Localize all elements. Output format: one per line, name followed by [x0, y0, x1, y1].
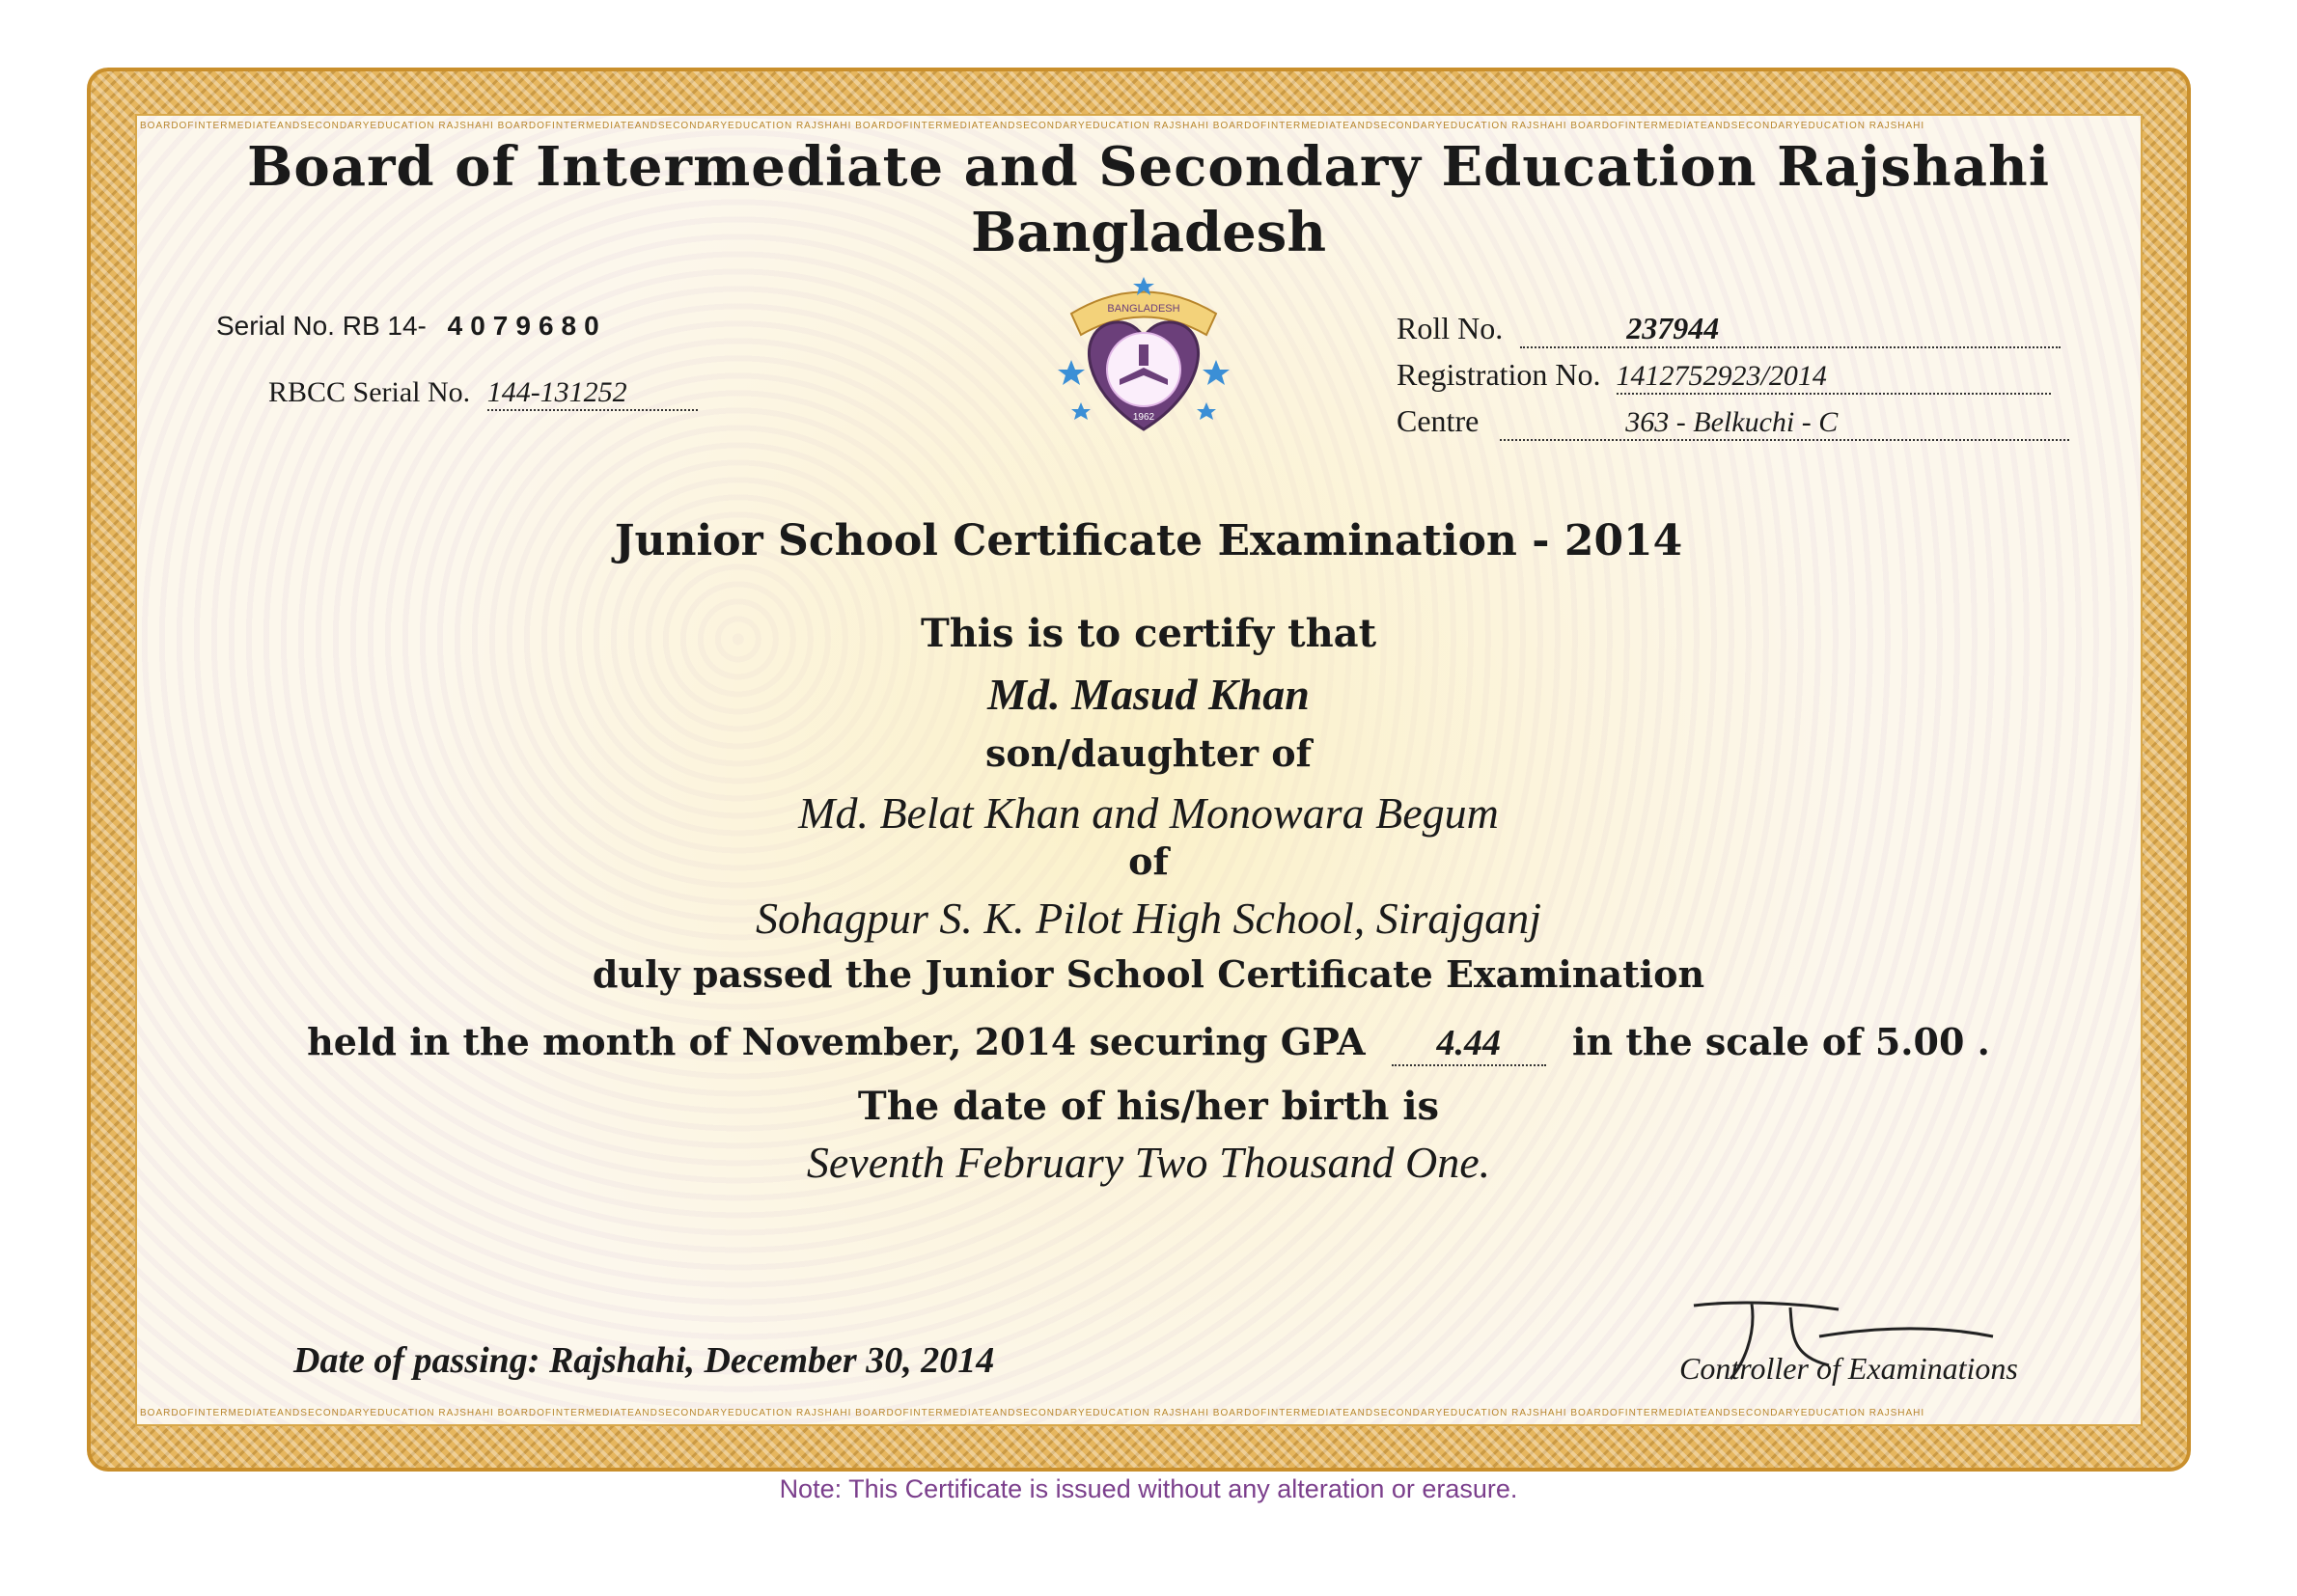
centre-label: Centre — [1397, 403, 1480, 438]
gpa-line — [0, 1020, 2297, 1066]
student-name: Md. Masud Khan — [987, 670, 1310, 719]
certificate-note: Note: This Certificate is issued without any alteration or erasure. — [779, 1474, 1518, 1503]
controller-title: Controller of Examinations — [1679, 1351, 2018, 1386]
microtext-top: BOARDOFINTERMEDIATEANDSECONDARYEDUCATION RAJSHAHI BOARDOFINTERMEDIATEANDSECONDARYEDUCATION RAJSHAHI BOARDOFINTERMEDIATEANDSECONDARYEDUCATION RAJSHAHI BOARDOFINTERMEDIATEANDSECONDARYEDUCATION RAJSHAHI BOARDOFINTERMEDIATEANDSECONDARYEDUCATION RAJSHAHI — [140, 121, 1925, 131]
serial-label: Serial No. RB 14- — [216, 311, 427, 341]
exam-title: Junior School Certificate Examination - 2014 — [614, 516, 1683, 565]
registration-value: 1412752923/2014 — [1617, 360, 2051, 395]
birth-line: The date of his/her birth is — [857, 1084, 1440, 1129]
microtext-bottom: BOARDOFINTERMEDIATEANDSECONDARYEDUCATION RAJSHAHI BOARDOFINTERMEDIATEANDSECONDARYEDUCATION RAJSHAHI BOARDOFINTERMEDIATEANDSECONDARYEDUCATION RAJSHAHI BOARDOFINTERMEDIATEANDSECONDARYEDUCATION RAJSHAHI BOARDOFINTERMEDIATEANDSECONDARYEDUCATION RAJSHAHI — [140, 1408, 1925, 1418]
board-name: Board of Intermediate and Secondary Education Rajshahi — [247, 135, 2050, 199]
held-suffix: in the scale of 5.00 . — [1572, 1020, 1990, 1063]
school-name: Sohagpur S. K. Pilot High School, Sirajganj — [756, 894, 1541, 943]
rbcc-label: RBCC Serial No. — [268, 376, 471, 408]
country-name: Bangladesh — [970, 201, 1327, 264]
rbcc-value: 144-131252 — [487, 376, 698, 411]
registration-number — [1397, 357, 2051, 395]
serial-value: 4079680 — [447, 311, 607, 341]
centre — [1397, 403, 2069, 441]
certify-line: This is to certify that — [920, 611, 1377, 656]
passed-line: duly passed the Junior School Certificate Examination — [592, 952, 1705, 996]
birth-date: Seventh February Two Thousand One. — [806, 1138, 1491, 1187]
logo-year: 1962 — [1132, 412, 1155, 423]
relation-line: son/daughter of — [985, 731, 1312, 775]
registration-label: Registration No. — [1397, 357, 1601, 392]
roll-label: Roll No. — [1397, 311, 1504, 345]
date-of-passing: Date of passing: Rajshahi, December 30, 2014 — [293, 1340, 995, 1381]
roll-value: 237944 — [1520, 311, 2061, 348]
centre-value: 363 - Belkuchi - C — [1500, 406, 2069, 441]
gpa-value: 4.44 — [1392, 1022, 1546, 1066]
rbcc-serial — [268, 376, 698, 411]
logo-top-text: BANGLADESH — [1107, 303, 1180, 315]
held-prefix: held in the month of November, 2014 securing GPA — [307, 1020, 1366, 1063]
of-word: of — [1128, 839, 1169, 883]
parents-names: Md. Belat Khan and Monowara Begum — [798, 788, 1499, 838]
roll-number — [1397, 311, 2061, 348]
board-seal-logo — [1052, 275, 1235, 449]
serial-number — [216, 311, 607, 342]
